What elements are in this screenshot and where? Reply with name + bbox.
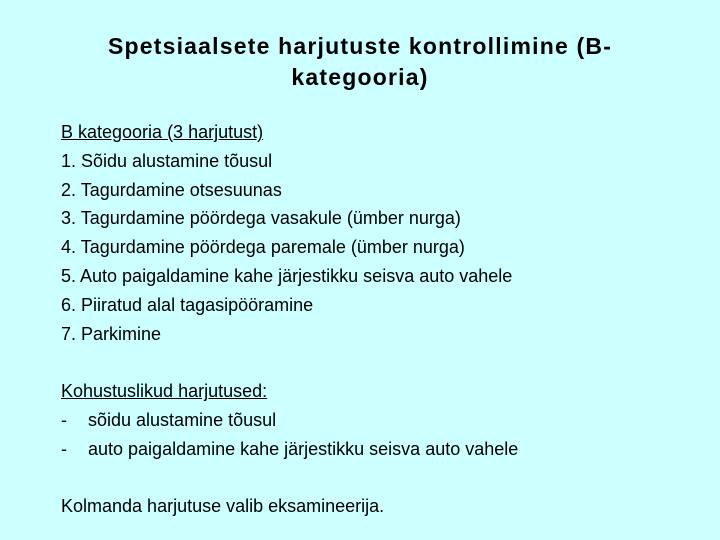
exercise-item-7: 7. Parkimine [61, 323, 162, 344]
exercise-item-2: 2. Tagurdamine otsesuunas [61, 179, 282, 200]
slide-title-line-2: kategooria) [291, 64, 429, 90]
exercise-item-4: 4. Tagurdamine pöördega paremale (ümber nurga) [61, 237, 465, 258]
dash-marker: - [61, 438, 67, 459]
mandatory-item-text: sõidu alustamine tõusul [88, 409, 277, 430]
spacer [61, 464, 701, 493]
exercise-item-6: 6. Piiratud alal tagasipööramine [61, 294, 314, 315]
exercise-item-3: 3. Tagurdamine pöördega vasakule (ümber nurga) [61, 208, 461, 229]
slide-title [40, 31, 680, 93]
exercise-item-1: 1. Sõidu alustamine tõusul [61, 150, 273, 171]
spacer [61, 348, 701, 377]
mandatory-item-1 [61, 406, 701, 435]
slide-title-line-1: Spetsiaalsete harjutuste kontrollimine (B- [107, 33, 613, 59]
exercise-item-5: 5. Auto paigaldamine kahe järjestikku seisva auto vahele [61, 265, 513, 286]
section-heading-mandatory: Kohustuslikud harjutused: [61, 381, 268, 402]
mandatory-item-2 [61, 435, 701, 464]
slide-body [61, 118, 701, 521]
dash-marker: - [61, 409, 67, 430]
footer-note: Kolmanda harjutuse valib eksamineerija. [61, 496, 385, 517]
mandatory-item-text: auto paigaldamine kahe järjestikku seisva auto vahele [88, 438, 519, 459]
section-heading-b-category: B kategooria (3 harjutust) [61, 122, 264, 142]
